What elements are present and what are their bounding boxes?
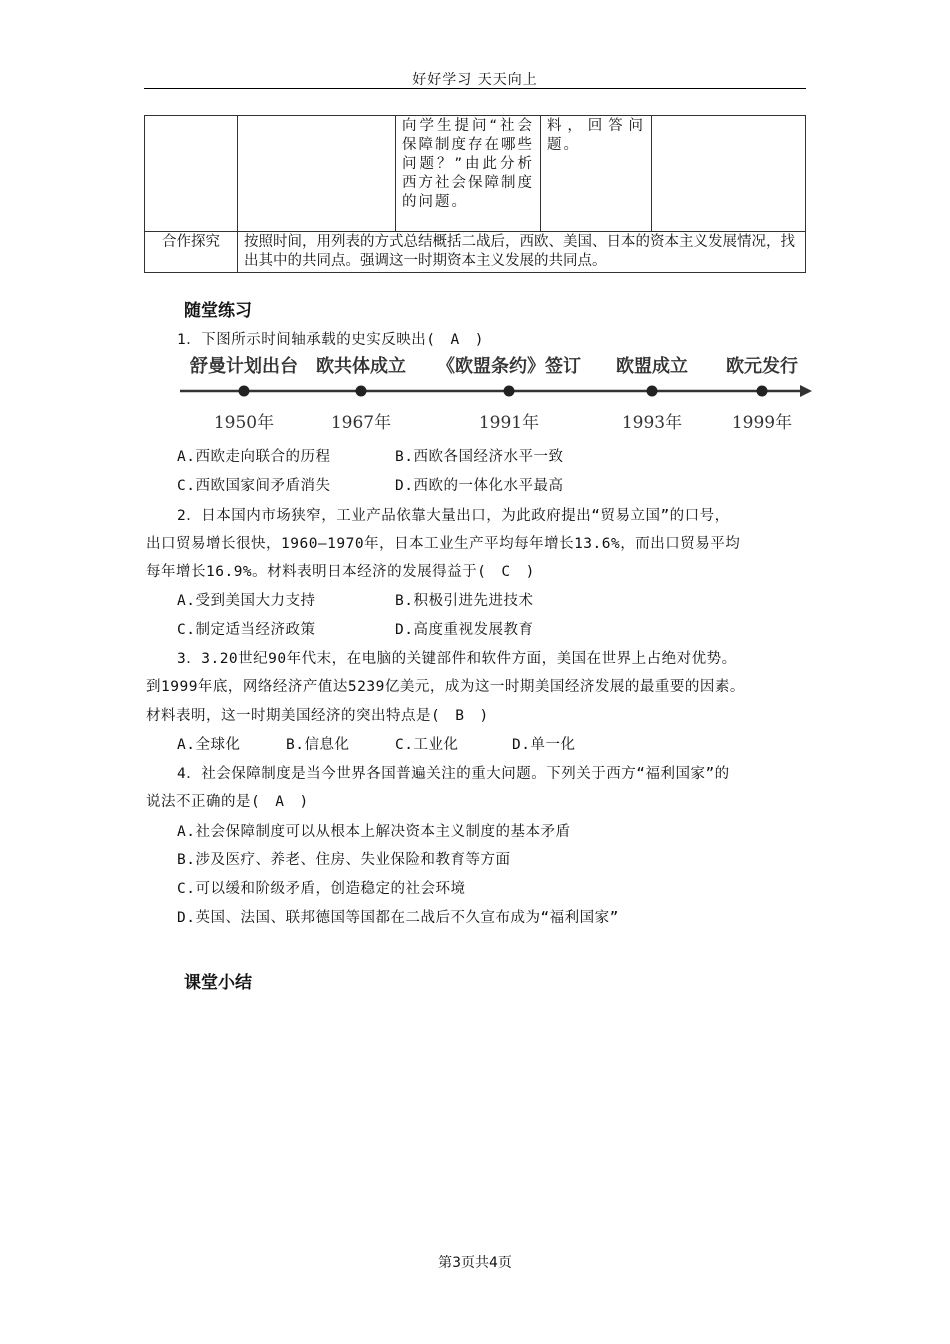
- timeline-dot: [757, 386, 768, 397]
- timeline-year: 1967年: [330, 413, 392, 433]
- q4-option-c[interactable]: C.可以缓和阶级矛盾，创造稳定的社会环境: [177, 881, 466, 897]
- q1-option-a[interactable]: A.西欧走向联合的历程: [177, 449, 331, 465]
- row-label-cell: 合作探究: [145, 232, 238, 273]
- timeline-dot: [504, 386, 515, 397]
- timeline-dot: [356, 386, 367, 397]
- timeline-figure: [180, 350, 812, 440]
- timeline-year: 1991年: [478, 413, 540, 433]
- table-cell: [238, 116, 396, 232]
- timeline-year: 1999年: [731, 413, 793, 433]
- q3-stem-line: 材料表明，这一时期美国经济的突出特点是( B ): [146, 708, 489, 724]
- q1-stem: 1．下图所示时间轴承载的史实反映出( A ): [177, 332, 484, 348]
- header-rule: [144, 88, 806, 89]
- q2-option-c[interactable]: C.制定适当经济政策: [177, 622, 316, 638]
- q2-option-d[interactable]: D.高度重视发展教育: [395, 622, 534, 638]
- page-header: 好好学习 天天向上: [412, 72, 538, 88]
- student-activity-cell: 料，回答问题。: [541, 116, 652, 232]
- timeline-arrow-icon: [800, 385, 812, 397]
- q4-option-d[interactable]: D.英国、法国、联邦德国等国都在二战后不久宣布成为“福利国家”: [177, 910, 619, 926]
- timeline-event: 《欧盟条约》签订: [437, 356, 581, 377]
- timeline-dot: [239, 386, 250, 397]
- q2-option-a[interactable]: A.受到美国大力支持: [177, 593, 316, 609]
- q3-option-c[interactable]: C.工业化: [395, 737, 459, 753]
- row-content-cell: 按照时间，用列表的方式总结概括二战后，西欧、美国、日本的资本主义发展情况，找出其中的共同点。强调这一时期资本主义发展的共同点。: [238, 232, 806, 273]
- q2-stem-line: 每年增长16.9%。材料表明日本经济的发展得益于( C ): [146, 564, 535, 580]
- q3-stem-line: 到1999年底，网络经济产值达5239亿美元，成为这一时期美国经济发展的最重要的因素。: [146, 679, 745, 695]
- lesson-table: [144, 115, 806, 273]
- q1-option-c[interactable]: C.西欧国家间矛盾消失: [177, 478, 331, 494]
- q2-stem-line: 2．日本国内市场狭窄，工业产品依靠大量出口，为此政府提出“贸易立国”的口号，: [177, 508, 730, 524]
- q3-option-d[interactable]: D.单一化: [512, 737, 576, 753]
- q2-stem-line: 出口贸易增长很快，1960—1970年，日本工业生产平均每年增长13.6%，而出口贸易平均: [146, 536, 741, 552]
- timeline-year: 1950年: [213, 413, 275, 433]
- q4-stem-line: 4．社会保障制度是当今世界各国普遍关注的重大问题。下列关于西方“福利国家”的: [177, 766, 730, 782]
- summary-title: 课堂小结: [184, 973, 252, 993]
- page-number: 第3页共4页: [438, 1255, 512, 1271]
- q1-option-d[interactable]: D.西欧的一体化水平最高: [395, 478, 564, 494]
- timeline-dot: [647, 386, 658, 397]
- timeline-event: 欧共体成立: [316, 356, 406, 377]
- table-row: [145, 116, 806, 232]
- q1-option-b[interactable]: B.西欧各国经济水平一致: [395, 449, 564, 465]
- q4-stem-line: 说法不正确的是( A ): [146, 794, 309, 810]
- q2-option-b[interactable]: B.积极引进先进技术: [395, 593, 534, 609]
- q3-option-a[interactable]: A.全球化: [177, 737, 241, 753]
- timeline-event: 欧盟成立: [616, 356, 688, 377]
- teacher-activity-cell: 向学生提问“社会保障制度存在哪些问题？”由此分析西方社会保障制度的问题。: [396, 116, 541, 232]
- timeline-event: 欧元发行: [726, 356, 798, 377]
- q3-option-b[interactable]: B.信息化: [286, 737, 350, 753]
- table-row: [145, 232, 806, 273]
- practice-title: 随堂练习: [184, 301, 252, 321]
- timeline-event: 舒曼计划出台: [190, 356, 298, 377]
- q4-option-a[interactable]: A.社会保障制度可以从根本上解决资本主义制度的基本矛盾: [177, 824, 571, 840]
- q3-stem-line: 3．3.20世纪90年代末，在电脑的关键部件和软件方面，美国在世界上占绝对优势。: [177, 651, 737, 667]
- table-cell: [652, 116, 806, 232]
- table-cell: [145, 116, 238, 232]
- timeline-year: 1993年: [621, 413, 683, 433]
- q4-option-b[interactable]: B.涉及医疗、养老、住房、失业保险和教育等方面: [177, 852, 511, 868]
